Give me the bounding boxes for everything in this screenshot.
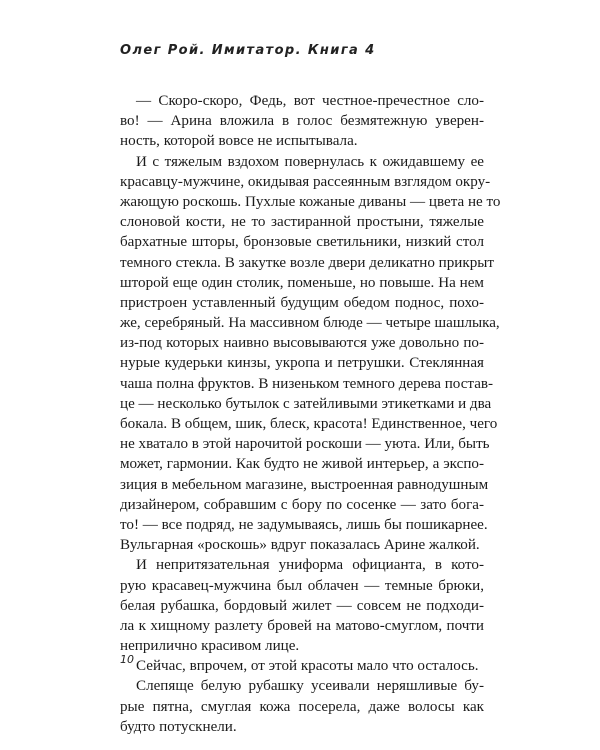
text-line: нурые кудерьки кинзы, укропа и петрушки. Стеклянная (120, 355, 484, 372)
text-line: рые пятна, смуглая кожа посерела, даже волосы как (120, 698, 484, 715)
text-line: из-под которых наивно высовываются уже довольно по- (120, 335, 484, 352)
text-line: жающую роскошь. Пухлые кожаные диваны — цвета не то (120, 193, 501, 210)
paragraph (120, 676, 484, 737)
text-line: во! — Арина вложила в голос безмятежную уверен- (120, 113, 484, 130)
paragraph (120, 91, 484, 152)
text-line: шторой еще один столик, поменьше, но повыше. На нем (120, 274, 484, 291)
text-line: бархатные шторы, бронзовые светильники, низкий стол (120, 234, 484, 251)
text-line: темного стекла. В закутке возле двери деликатно прикрыт (120, 254, 494, 271)
body-text (120, 91, 501, 737)
text-line: ла к хищному разлету бровей на матово-смуглом, почти (120, 617, 484, 634)
text-line: — Скоро-скоро, Федь, вот честное-пречестное сло- (136, 93, 484, 109)
text-line: не хватало в этой нарочитой роскоши — уюта. Или, быть (120, 436, 490, 453)
running-title: Олег Рой. Имитатор. Книга 4 (120, 43, 376, 58)
text-line: дизайнером, собравшим с бору по сосенке — зато бога- (120, 496, 484, 513)
text-line: зиция в мебельном магазине, выстроенная равнодушным (120, 476, 489, 493)
paragraph (120, 656, 484, 676)
text-line: же, серебряный. На массивном блюде — четыре шашлыка, (120, 315, 500, 332)
text-line: И с тяжелым вздохом повернулась к ожидавшему ее (136, 153, 484, 170)
text-line: Вульгарная «роскошь» вдруг показалась Арине жалкой. (120, 537, 480, 554)
text-line: чаша полна фруктов. В низеньком темного дерева постав- (120, 375, 494, 392)
text-line: пристроен уставленный будущим обедом поднос, похо- (120, 294, 484, 311)
text-line: Сейчас, впрочем, от этой красоты мало что осталось. (136, 658, 479, 675)
text-line: ность, которой вовсе не испытывала. (120, 133, 358, 150)
text-line: Слепяще белую рубашку усеивали неряшливые бу- (136, 678, 484, 695)
text-line: неприлично красивом лице. (120, 638, 300, 655)
text-line: красавцу-мужчине, окидывая рассеянным взглядом окру- (120, 173, 491, 190)
text-line: будто потускнели. (120, 718, 237, 735)
text-line: белая рубашка, бордовый жилет — совсем не подходи- (120, 597, 484, 614)
paragraph (120, 555, 484, 656)
text-line: слоновой кости, не то застиранной простыни, тяжелые (120, 214, 484, 231)
text-line: И непритязательная униформа официанта, в кото- (136, 557, 484, 574)
text-line: может, гармонии. Как будто не живой интерьер, а экспо- (120, 456, 484, 473)
page-number: 10 (120, 653, 134, 666)
paragraph (120, 152, 501, 556)
text-line: то! — все подряд, не задумываясь, лишь бы пошикарнее. (120, 516, 488, 533)
text-line: це — несколько бутылок с затейливыми этикетками и два (120, 395, 492, 412)
text-line: бокала. В общем, шик, блеск, красота! Единственное, чего (120, 416, 498, 432)
text-line: рую красавец-мужчина был облачен — темные брюки, (120, 577, 484, 594)
